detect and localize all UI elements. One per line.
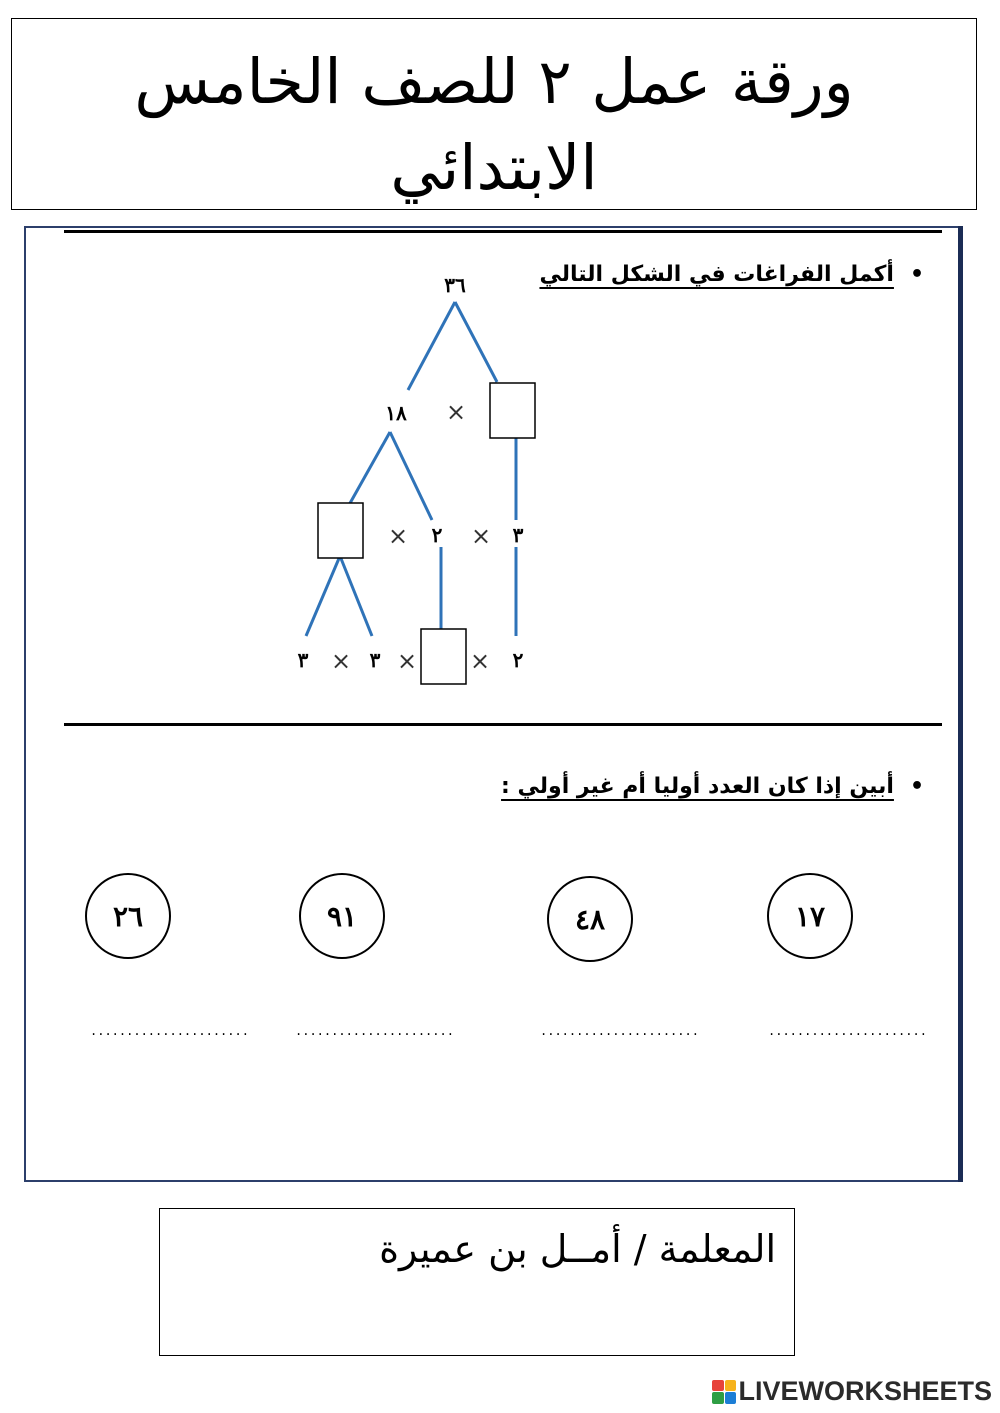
answer-field-17[interactable]: ...................... (768, 1024, 927, 1038)
times-icon: × (396, 647, 418, 675)
times-icon: × (330, 647, 352, 675)
logo-square (725, 1392, 737, 1404)
times-icon: × (469, 647, 491, 675)
liveworksheets-logo[interactable] (712, 1376, 992, 1407)
bullet-icon: • (909, 774, 924, 799)
number-circle-48: ٤٨ (547, 876, 633, 962)
blank-box-2[interactable] (318, 503, 363, 558)
tree-root: ٣٦ (444, 273, 466, 297)
tree-node-3: ٣ (512, 523, 524, 547)
logo-square (712, 1392, 724, 1404)
answer-field-26[interactable]: ...................... (90, 1024, 249, 1038)
times-icon: × (445, 398, 467, 426)
answer-field-48[interactable]: ...................... (540, 1024, 699, 1038)
tree-leaf-2: ٢ (512, 648, 524, 672)
branch-line (306, 556, 340, 636)
worksheet-title: ورقة عمل ٢ للصف الخامس الابتدائي (134, 45, 854, 204)
teacher-name: المعلمة / أمــل بن عميرة (379, 1227, 776, 1271)
middle-divider (64, 723, 942, 726)
branch-line (390, 432, 432, 520)
branch-line (340, 556, 372, 636)
blank-box-3[interactable] (421, 629, 466, 684)
number-circle-26: ٢٦ (85, 873, 171, 959)
tree-node-2: ٢ (431, 523, 443, 547)
answer-field-91[interactable]: ...................... (295, 1024, 454, 1038)
number-circle-91: ٩١ (299, 873, 385, 959)
tree-leaf-3a: ٣ (297, 648, 309, 672)
times-icon: × (470, 522, 492, 550)
teacher-box (159, 1208, 795, 1356)
branch-line (349, 432, 390, 505)
brand-name: LIVEWORKSHEETS (738, 1376, 992, 1406)
question-2 (501, 774, 924, 799)
branch-line (455, 302, 497, 382)
logo-square (712, 1380, 724, 1392)
bullet-icon: • (909, 262, 924, 287)
question-2-text: أبين إذا كان العدد أوليا أم غير أولي : (501, 774, 894, 799)
question-1-text: أكمل الفراغات في الشكل التالي (539, 262, 894, 287)
logo-square (725, 1380, 737, 1392)
branch-line (408, 302, 455, 390)
blank-box-1[interactable] (490, 383, 535, 438)
times-icon: × (387, 522, 409, 550)
liveworksheets-logo-icon (712, 1380, 736, 1404)
tree-node-18: ١٨ (385, 401, 407, 425)
tree-leaf-3b: ٣ (369, 648, 381, 672)
number-circle-17: ١٧ (767, 873, 853, 959)
